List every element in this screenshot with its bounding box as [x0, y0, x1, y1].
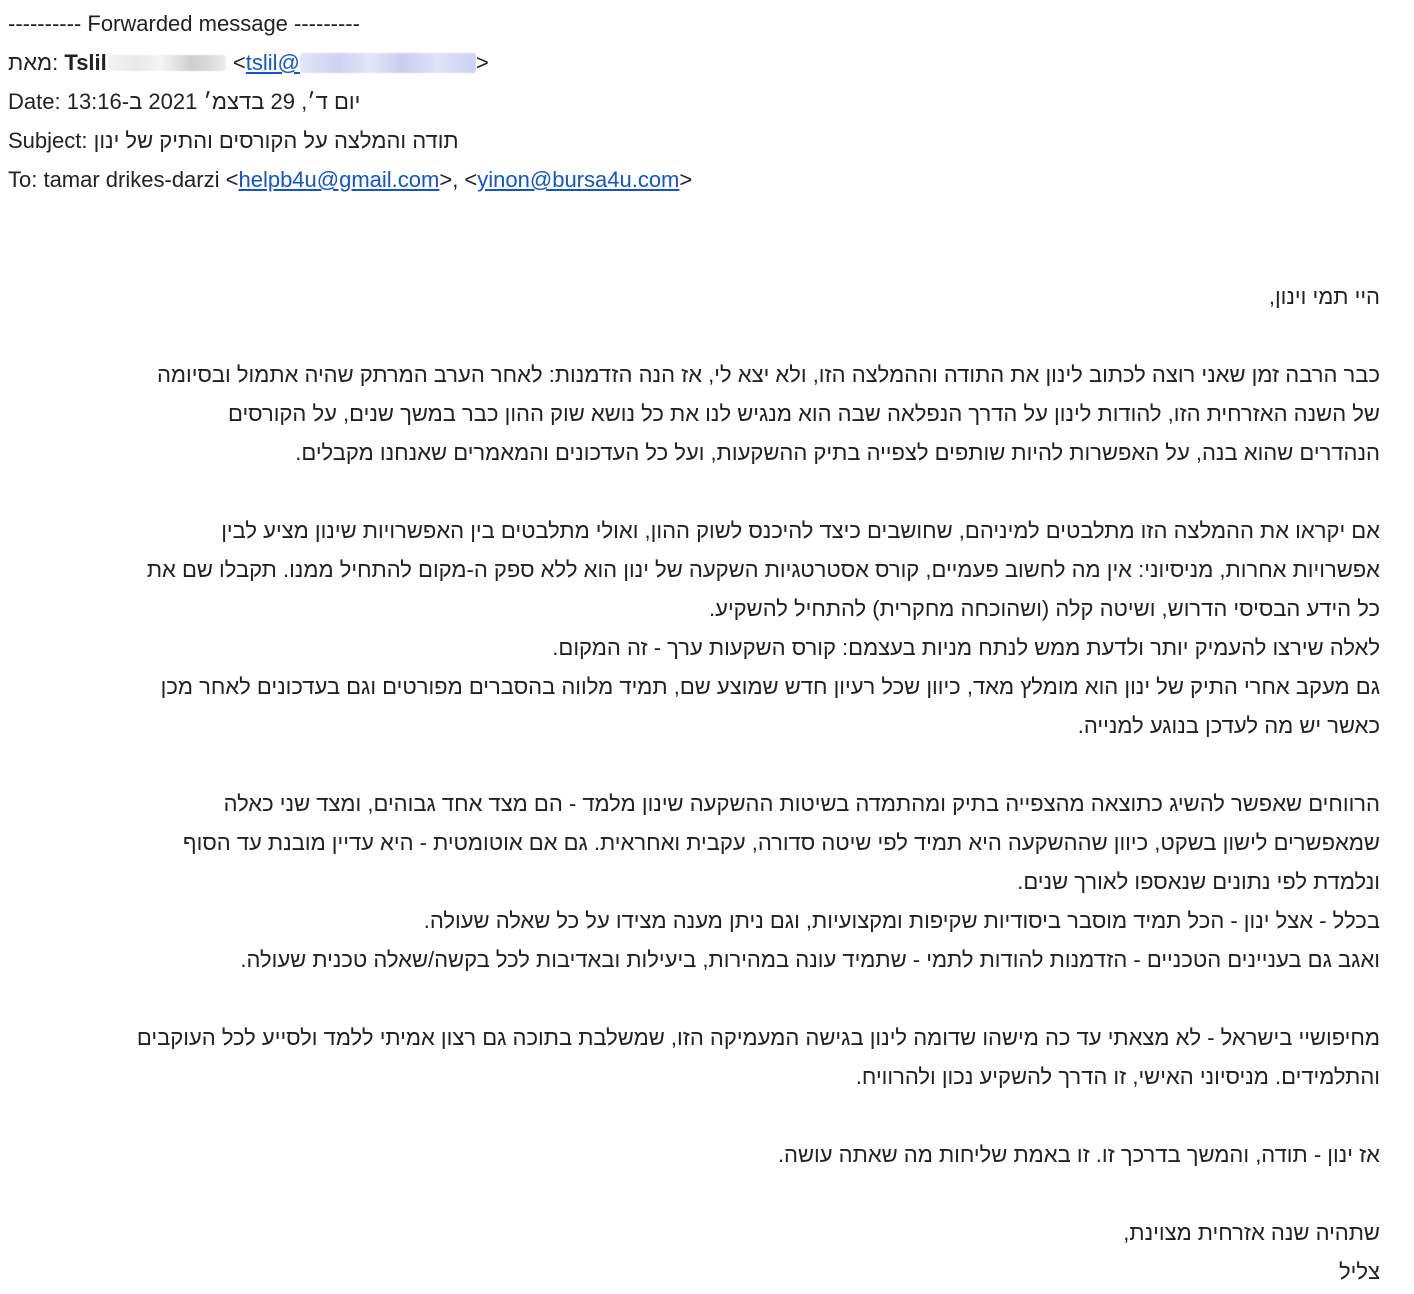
body-line: אפשרויות אחרות, מניסיוני: אין מה לחשוב פעמיים, קורס אסטרטגיות השקעה של ינון הוא ללא ספק ה-מקום להתחיל ממנו. תקבלו שם את	[146, 557, 1380, 582]
subject-line: Subject: תודה והמלצה על הקורסים והתיק של ינון	[8, 128, 459, 153]
sender-email-link[interactable]	[246, 50, 476, 75]
body-line: הרווחים שאפשר להשיג כתוצאה מהצפייה בתיק ומהתמדה בשיטות ההשקעה שינון מלמד - הם מצד אחד גבוהים, ומצד שני כאלה	[223, 791, 1380, 816]
paragraph-3	[14, 784, 1380, 979]
body-line: של השנה האזרחית הזו, להודות לינון על הדרך הנפלאה שבה הוא מנגיש לנו את כל נושא שוק ההון כבר במשך שנים, על הקורסים	[227, 401, 1380, 426]
email-body	[14, 277, 1380, 1291]
paragraph-gap	[14, 1174, 1380, 1213]
body-line: גם מעקב אחרי התיק של ינון הוא מומלץ מאד, כיוון שכל רעיון חדש שמוצע שם, תמיד מלווה בהסברים מפורטים וגם בעדכונים לאחר מכן	[160, 674, 1380, 699]
body-line: שמאפשרים לישון בשקט, כיוון שההשקעה היא תמיד לפי שיטה סדורה, עקבית ואחראית. גם אם אוטומטית - היא עדיין מובנת עד הסוף	[182, 830, 1380, 855]
paragraph-gap	[14, 979, 1380, 1018]
body-line: כאשר יש מה לעדכן בנוגע למנייה.	[1077, 713, 1380, 738]
from-line	[8, 43, 1388, 82]
paragraph-5: אז ינון - תודה, והמשך בדרכך זו. זו באמת שליחות מה שאתה עושה.	[777, 1142, 1380, 1167]
body-line: ואגב גם בעניינים הטכניים - הזדמנות להודות לתמי - שתמיד עונה במהירות, ביעילות ובאדיבות לכל בקשה/שאלה טכנית שעולה.	[240, 947, 1380, 972]
body-line: כל הידע הבסיסי הדרוש, ושיטה קלה (ושהוכחה מחקרית) להתחיל להשקיע.	[709, 596, 1380, 621]
from-label: מאת:	[8, 50, 59, 75]
to-prefix: To: tamar drikes-darzi <	[8, 167, 239, 192]
greeting: היי תמי וינון,	[1268, 284, 1380, 309]
redacted-name-blur	[108, 55, 226, 71]
paragraph-gap	[14, 745, 1380, 784]
paragraph-gap	[14, 472, 1380, 511]
paragraph-4	[14, 1018, 1380, 1096]
body-line: כבר הרבה זמן שאני רוצה לכתוב לינון את התודה וההמלצה הזו, ולא יצא לי, אז הנה הזדמנות: לאחר הערב המרתק שהיה אתמול ובסיומה	[156, 362, 1380, 387]
closing-line: שתהיה שנה אזרחית מצוינת,	[1123, 1220, 1380, 1245]
to-line	[8, 160, 1388, 199]
body-line: ונלמדת לפי נתונים שנאספו לאורך שנים.	[1017, 869, 1380, 894]
to-separator: >, <	[439, 167, 478, 192]
to-close: >	[679, 167, 693, 192]
email-header	[8, 4, 1388, 199]
redacted-email-blur	[300, 53, 476, 73]
body-line: אם יקראו את ההמלצה הזו מתלבטים למיניהם, שחושבים כיצד להיכנס לשוק ההון, ואולי מתלבטים בין האפשרויות שינון מציע לבין	[221, 518, 1380, 543]
sender-name: Tslil	[64, 50, 107, 75]
signature: צליל	[1338, 1259, 1380, 1284]
date-line: Date: יום ד׳, 29 בדצמ׳ 2021 ב-13:16	[8, 89, 361, 114]
paragraph-2	[14, 511, 1380, 745]
from-bracket-close: >	[475, 50, 489, 75]
recipient-email-link-2[interactable]: yinon@bursa4u.com	[477, 167, 680, 192]
forwarded-divider: ---------- Forwarded message ---------	[8, 11, 360, 36]
paragraph-1	[14, 355, 1380, 472]
body-line: לאלה שירצו להעמיק יותר ולדעת ממש לנתח מניות בעצמם: קורס השקעות ערך - זה המקום.	[552, 635, 1380, 660]
from-bracket-open: <	[232, 50, 246, 75]
body-line: בכלל - אצל ינון - הכל תמיד מוסבר ביסודיות שקיפות ומקצועיות, וגם ניתן מענה מצידו על כל שאלה שעולה.	[423, 908, 1380, 933]
paragraph-gap	[14, 1096, 1380, 1135]
recipient-email-link-1[interactable]: helpb4u@gmail.com	[238, 167, 440, 192]
sender-email-text: tslil@	[245, 50, 300, 75]
body-line: מחיפושיי בישראל - לא מצאתי עד כה מישהו שדומה לינון בגישה המעמיקה הזו, שמשלבת בתוכה גם רצון אמיתי ללמד ולסייע לכל העוקבים	[136, 1025, 1380, 1050]
paragraph-gap	[14, 316, 1380, 355]
body-line: הנהדרים שהוא בנה, על האפשרות להיות שותפים לצפייה בתיק ההשקעות, ועל כל העדכונים והמאמרים שאנחנו מקבלים.	[295, 440, 1380, 465]
body-line: והתלמידים. מניסיוני האישי, זו הדרך להשקיע נכון ולהרוויח.	[855, 1064, 1380, 1089]
